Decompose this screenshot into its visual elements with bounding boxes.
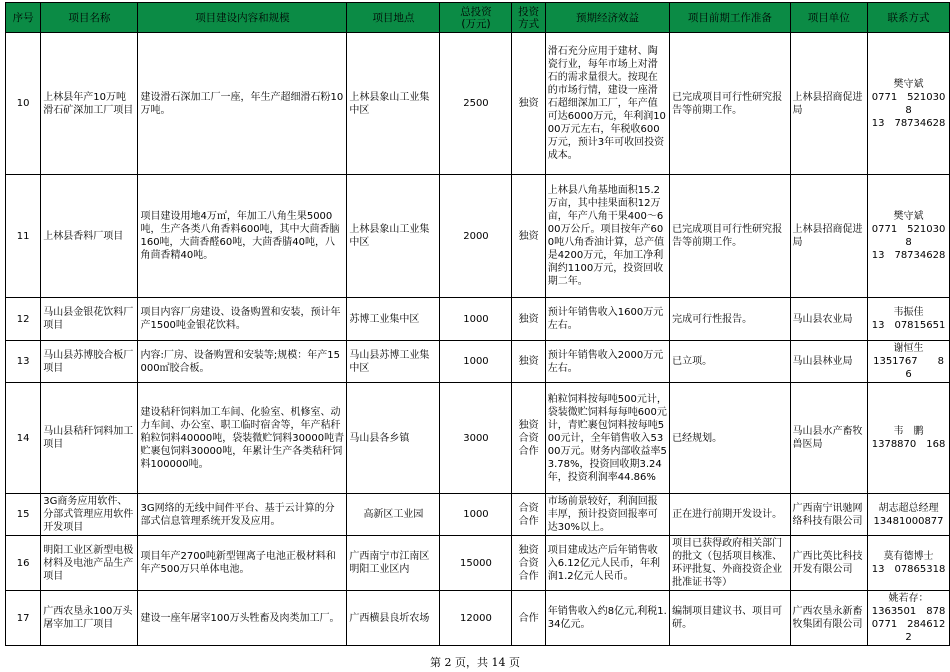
row-prep: 已完成项目可行性研究报告等前期工作。 bbox=[670, 33, 790, 175]
row-contact: 胡志超总经理 13481000877 bbox=[868, 494, 950, 536]
row-no: 12 bbox=[6, 298, 41, 341]
row-content: 建设一座年屠宰100万头牲畜及肉类加工厂。 bbox=[138, 591, 347, 646]
row-mode: 独资 bbox=[512, 175, 545, 298]
row-unit: 广西南宁讯驰网络科技有限公司 bbox=[790, 494, 868, 536]
row-benefit: 预计年销售收入2000万元左右。 bbox=[545, 341, 669, 383]
row-prep: 已经规划。 bbox=[670, 383, 790, 494]
row-mode: 合资 合作 bbox=[512, 494, 545, 536]
row-location: 广西横县良圻农场 bbox=[347, 591, 440, 646]
row-investment: 2500 bbox=[440, 33, 512, 175]
row-unit: 上林县招商促进局 bbox=[790, 175, 868, 298]
row-prep: 已立项。 bbox=[670, 341, 790, 383]
table-row bbox=[6, 591, 950, 646]
row-mode: 独资 bbox=[512, 341, 545, 383]
table-row bbox=[6, 383, 950, 494]
row-unit: 马山县水产畜牧兽医局 bbox=[790, 383, 868, 494]
table-row bbox=[6, 536, 950, 591]
row-contact: 樊守斌 0771 5210308 13 78734628 bbox=[868, 175, 950, 298]
row-investment: 1000 bbox=[440, 298, 512, 341]
row-content: 3G网络的无线中间件平台、基于云计算的分部式信息管理系统开发及应用。 bbox=[138, 494, 347, 536]
row-benefit: 市场前景较好，利润回报丰厚，预计投资回报率可达30%以上。 bbox=[545, 494, 669, 536]
row-unit: 马山县农业局 bbox=[790, 298, 868, 341]
row-name: 上林县年产10万吨滑石矿深加工厂项目 bbox=[41, 33, 138, 175]
header-row bbox=[6, 3, 950, 33]
row-contact: 谢恒生 1351767 86 bbox=[868, 341, 950, 383]
row-no: 11 bbox=[6, 175, 41, 298]
table-row bbox=[6, 175, 950, 298]
row-benefit: 滑石充分应用于建材、陶瓷行业，每年市场上对滑石的需求量很大。按现在的市场行情，建设一座滑石超细深加工厂，年产值可达6000万元，年利润1000万元左右，年税收600万元，预计3年可收回投资成本。 bbox=[545, 33, 669, 175]
header-prep: 项目前期工作准备 bbox=[670, 3, 790, 33]
row-name: 上林县香料厂项目 bbox=[41, 175, 138, 298]
header-investment: 总投资 (万元) bbox=[440, 3, 512, 33]
row-investment: 1000 bbox=[440, 494, 512, 536]
row-content: 建设秸秆饲料加工车间、化验室、机修室、动力车间、办公室、职工临时宿舍等，年产秸秆粕粒饲料40000吨，袋装微贮饲料30000吨青贮裹包饲料30000吨，年累计生产各类秸秆饲料100000吨。 bbox=[138, 383, 347, 494]
row-prep: 完成可行性报告。 bbox=[670, 298, 790, 341]
row-location: 马山县苏博工业集中区 bbox=[347, 341, 440, 383]
row-location: 上林县象山工业集中区 bbox=[347, 175, 440, 298]
row-location: 苏博工业集中区 bbox=[347, 298, 440, 341]
row-name: 马山县金银花饮料厂项目 bbox=[41, 298, 138, 341]
header-benefit: 预期经济效益 bbox=[545, 3, 669, 33]
row-content: 内容:厂房、设备购置和安装等;规模：年产15000㎡胶合板。 bbox=[138, 341, 347, 383]
row-location: 上林县象山工业集中区 bbox=[347, 33, 440, 175]
row-benefit: 上林县八角基地面积15.2万亩，其中挂果面积12万亩，年产八角干果400～600万公斤。项目按年产600吨八角香油计算，总产值是4200万元，年加工净利润约1100万元，投资回收期二年。 bbox=[545, 175, 669, 298]
row-benefit: 预计年销售收入1600万元左右。 bbox=[545, 298, 669, 341]
row-location: 广西南宁市江南区明阳工业区内 bbox=[347, 536, 440, 591]
header-content: 项目建设内容和规模 bbox=[138, 3, 347, 33]
row-name: 3G商务应用软件、分部式管理应用软件开发项目 bbox=[41, 494, 138, 536]
row-unit: 广西比英比科技开发有限公司 bbox=[790, 536, 868, 591]
row-prep: 正在进行前期开发设计。 bbox=[670, 494, 790, 536]
table-row bbox=[6, 341, 950, 383]
table-row bbox=[6, 33, 950, 175]
header-unit: 项目单位 bbox=[790, 3, 868, 33]
row-unit: 上林县招商促进局 bbox=[790, 33, 868, 175]
row-location: 高新区工业园 bbox=[347, 494, 440, 536]
row-mode: 独资 bbox=[512, 298, 545, 341]
header-contact: 联系方式 bbox=[868, 3, 950, 33]
row-benefit: 粕粒饲料按每吨500元计，袋装微贮饲料每每吨600元计，青贮裹包饲料按每吨500元计，全年销售收入5300万元。财务内部收益率53.78%，投资回收期3.24年，投资利润率44.86% bbox=[545, 383, 669, 494]
row-prep: 项目已获得政府相关部门的批文（包括项目核准、环评批复、外商投资企业批准证书等） bbox=[670, 536, 790, 591]
project-table bbox=[5, 2, 950, 646]
row-contact: 韦 鹏 1378870 168 bbox=[868, 383, 950, 494]
row-contact: 韦振佳 13 07815651 bbox=[868, 298, 950, 341]
row-content: 项目年产2700吨新型锂离子电池正极材料和年产500万只单体电池。 bbox=[138, 536, 347, 591]
header-no: 序号 bbox=[6, 3, 41, 33]
table-row bbox=[6, 494, 950, 536]
row-mode: 独资 bbox=[512, 33, 545, 175]
row-investment: 12000 bbox=[440, 591, 512, 646]
row-investment: 2000 bbox=[440, 175, 512, 298]
table-row bbox=[6, 298, 950, 341]
row-no: 10 bbox=[6, 33, 41, 175]
row-prep: 已完成项目可行性研究报告等前期工作。 bbox=[670, 175, 790, 298]
row-name: 马山县秸秆饲料加工项目 bbox=[41, 383, 138, 494]
row-contact: 樊守斌 0771 5210308 13 78734628 bbox=[868, 33, 950, 175]
row-mode: 独资 合资 合作 bbox=[512, 536, 545, 591]
row-no: 14 bbox=[6, 383, 41, 494]
row-name: 广西农垦永100万头屠宰加工厂项目 bbox=[41, 591, 138, 646]
row-investment: 15000 bbox=[440, 536, 512, 591]
row-content: 项目建设用地4万㎡，年加工八角生果5000吨，生产各类八角香料600吨，其中大茴香脑160吨，大茴香醛60吨，大茴香腈40吨，八角茴香精40吨。 bbox=[138, 175, 347, 298]
row-no: 16 bbox=[6, 536, 41, 591]
row-unit: 马山县林业局 bbox=[790, 341, 868, 383]
row-no: 13 bbox=[6, 341, 41, 383]
row-name: 马山县苏博胶合板厂项目 bbox=[41, 341, 138, 383]
header-name: 项目名称 bbox=[41, 3, 138, 33]
row-no: 15 bbox=[6, 494, 41, 536]
row-content: 建设滑石深加工厂一座，年生产超细滑石粉10万吨。 bbox=[138, 33, 347, 175]
row-investment: 1000 bbox=[440, 341, 512, 383]
row-name: 明阳工业区新型电极材料及电池产品生产项目 bbox=[41, 536, 138, 591]
row-unit: 广西农垦永新畜牧集团有限公司 bbox=[790, 591, 868, 646]
row-location: 马山县各乡镇 bbox=[347, 383, 440, 494]
row-no: 17 bbox=[6, 591, 41, 646]
row-prep: 编制项目建议书、项目可研。 bbox=[670, 591, 790, 646]
row-benefit: 项目建成达产后年销售收入6.12亿元人民币，年利润1.2亿元人民币。 bbox=[545, 536, 669, 591]
row-benefit: 年销售收入约8亿元,利税1.34亿元。 bbox=[545, 591, 669, 646]
row-contact: 莫有德博士 13 07865318 bbox=[868, 536, 950, 591]
row-content: 项目内容厂房建设、设备购置和安装，预计年产1500吨金银花饮料。 bbox=[138, 298, 347, 341]
header-mode: 投资 方式 bbox=[512, 3, 545, 33]
row-investment: 3000 bbox=[440, 383, 512, 494]
row-contact: 姚若存： 1363501 878 0771 2846122 bbox=[868, 591, 950, 646]
row-mode: 独资 合资 合作 bbox=[512, 383, 545, 494]
page-footer: 第 2 页，共 14 页 bbox=[430, 656, 520, 669]
header-location: 项目地点 bbox=[347, 3, 440, 33]
row-mode: 合作 bbox=[512, 591, 545, 646]
